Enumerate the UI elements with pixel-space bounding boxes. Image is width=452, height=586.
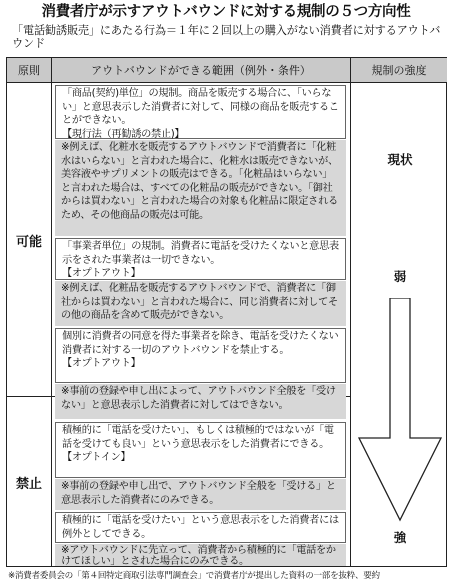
header-strength: 規制の強度 bbox=[351, 58, 447, 83]
header-scope: アウトバウンドができる範囲（例外・条件） bbox=[52, 58, 350, 83]
scope-cell: 積極的に「電話を受けたい」、もしくは積極的ではないが「電話を受けても良い」という意思表示をした消費者にできる。 【オプトイン】 bbox=[55, 422, 346, 478]
page-title: 消費者庁が示すアウトバウンドに対する規制の５つ方向性 bbox=[41, 4, 411, 20]
strength-strong: 強 bbox=[393, 530, 407, 545]
scope-note: ※事前の登録や申し出で、アウトバウンド全般を「受ける」と意思表示した消費者にのみできる。 bbox=[55, 479, 346, 510]
scope-cell: 積極的に「電話を受けたい」という意思表示をした消費者には例外としてできる。 bbox=[55, 512, 346, 543]
regulation-table bbox=[6, 57, 447, 567]
strength-weak: 弱 bbox=[393, 269, 407, 284]
category-prohibited: 禁止 bbox=[15, 476, 42, 492]
scope-note: ※事前の登録や申し出によって、アウトバウンド全般を「受けない」と意思表示した消費者に対してはできない。 bbox=[55, 384, 346, 419]
strength-current: 現状 bbox=[387, 152, 413, 167]
scope-note: ※例えば、化粧水を販売するアウトバウンドで消費者に「化粧水はいらない」と言われた場合に、化粧水は販売できないが、美容液やサプリメントの販売はできる。「化粧品はいらない」と言われた場合は、すべての化粧品の販売ができない。「御社からは買わない」と言われた場合の対象も化粧品に限定されるため、その他商品の販売は可能。 bbox=[55, 140, 346, 236]
scope-note: ※アウトバウンドに先立って、消費者から積極的に「電話をかけてほしい」とされた場合にのみできる。 bbox=[55, 544, 346, 566]
scope-cell: 「商品(契約)単位」の規制。商品を販売する場合に、「いらない」と意思表示した消費者に対して、同様の商品を販売することができない。 【現行法（再勧誘の禁止)】 bbox=[55, 85, 346, 139]
down-arrow-icon bbox=[355, 298, 445, 523]
page-subtitle: 「電話勧誘販売」にあたる行為＝１年に２回以上の購入がない消費者に対するアウトバウンド bbox=[12, 24, 441, 50]
scope-cell: 個別に消費者の同意を得た事業者を除き、電話を受けたくない消費者に対する一切のアウトバウンドを禁止する。 【オプトアウト】 bbox=[55, 328, 346, 383]
scope-cell: 「事業者単位」の規制。消費者に電話を受けたくないと意思表示をされた事業者は一切できない。 【オプトアウト】 bbox=[55, 238, 346, 280]
column-divider bbox=[51, 58, 52, 566]
column-divider bbox=[350, 58, 351, 566]
scope-note: ※例えば、化粧品を販売するアウトバウンドで、消費者に「御社からは買わない」と言われた場合に、同じ消費者に対してその他の商品を含めて販売ができない。 bbox=[55, 281, 346, 326]
footnote: ※消費者委員会の「第４回特定商取引法専門調査会」で消費者庁が提出した資料の一部を抜粋、要約 bbox=[8, 571, 380, 581]
header-principle: 原則 bbox=[7, 58, 51, 83]
category-allowed: 可能 bbox=[15, 234, 42, 250]
